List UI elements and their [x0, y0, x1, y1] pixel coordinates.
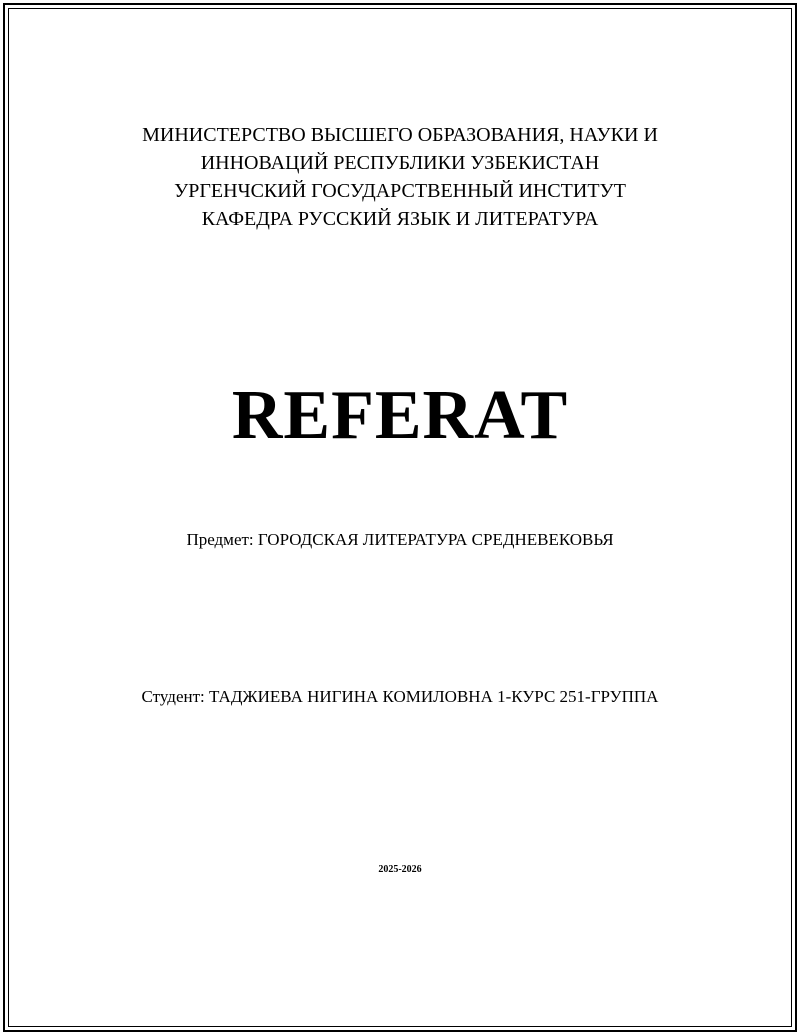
subject-label: Предмет: [186, 530, 254, 549]
header-line-institute: УРГЕНЧСКИЙ ГОСУДАРСТВЕННЫЙ ИНСТИТУТ [174, 180, 626, 202]
subject-line [0, 528, 800, 552]
institution-header [0, 121, 800, 233]
student-line [0, 685, 800, 709]
header-line-ministry-cont: ИННОВАЦИЙ РЕСПУБЛИКИ УЗБЕКИСТАН [200, 152, 600, 174]
academic-year: 2025-2026 [378, 864, 422, 875]
subject-value: ГОРОДСКАЯ ЛИТЕРАТУРА СРЕДНЕВЕКОВЬЯ [257, 530, 614, 549]
document-title: REFERAT [231, 377, 569, 454]
header-line-ministry: МИНИСТЕРСТВО ВЫСШЕГО ОБРАЗОВАНИЯ, НАУКИ И [142, 124, 658, 146]
student-label: Студент: [141, 687, 205, 706]
student-value: ТАДЖИЕВА НИГИНА КОМИЛОВНА 1-КУРС 251-ГРУППА [209, 687, 659, 706]
header-line-department: КАФЕДРА РУССКИЙ ЯЗЫК И ЛИТЕРАТУРА [201, 208, 599, 230]
